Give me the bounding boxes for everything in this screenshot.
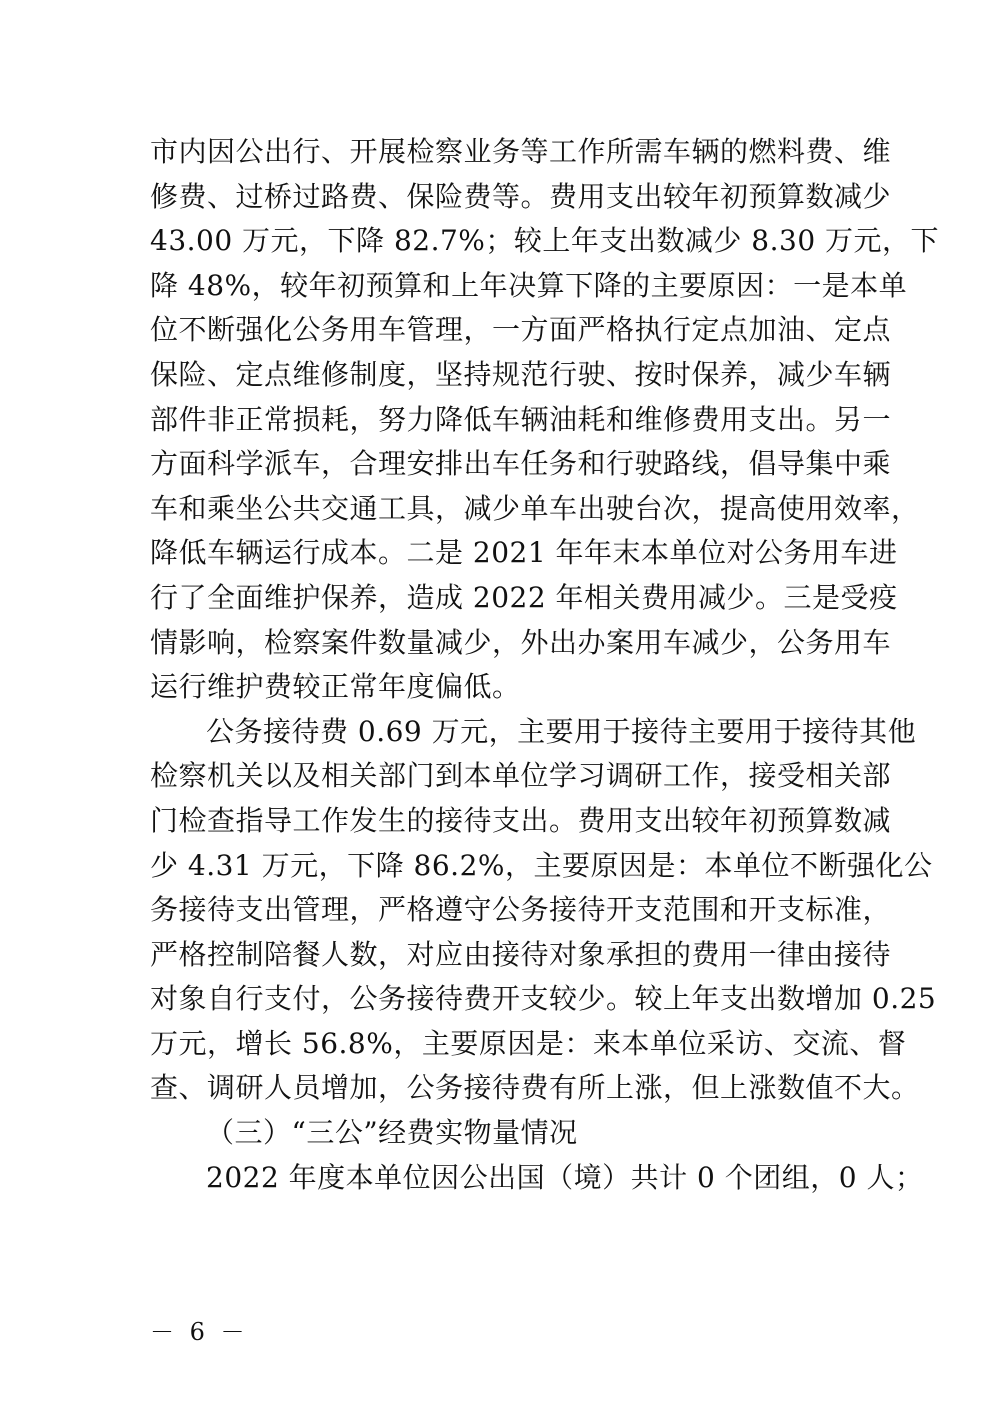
text-line: 务接待支出管理，严格遵守公务接待开支范围和开支标准，: [150, 893, 892, 927]
paragraph-vehicle-maintenance: [150, 130, 940, 710]
text-line: 检察机关以及相关部门到本单位学习调研工作，接受相关部: [150, 759, 892, 793]
text-line: 少 4.31 万元，下降 86.2%，主要原因是：本单位不断强化公: [150, 848, 933, 882]
text-line: 查、调研人员增加，公务接待费有所上涨，但上涨数值不大。: [150, 1071, 920, 1105]
text-line: 公务接待费 0.69 万元，主要用于接待主要用于接待其他: [206, 714, 917, 748]
section-heading: （三）“三公”经费实物量情况: [206, 1116, 578, 1150]
text-line: 降低车辆运行成本。二是 2021 年年末本单位对公务用车进: [150, 536, 898, 570]
text-line: 保险、定点维修制度，坚持规范行驶、按时保养，减少车辆: [150, 357, 892, 391]
body-text: [150, 130, 940, 1200]
text-line: 位不断强化公务用车管理，一方面严格执行定点加油、定点: [150, 313, 892, 347]
section-heading-three: [150, 1111, 850, 1156]
paragraph-reception-expense: [150, 710, 937, 1111]
text-line: 方面科学派车，合理安排出车任务和行驶路线，倡导集中乘: [150, 447, 892, 481]
text-line: 43.00 万元，下降 82.7%；较上年支出数减少 8.30 万元，下: [150, 224, 940, 258]
text-line: 部件非正常损耗，努力降低车辆油耗和维修费用支出。另一: [150, 402, 892, 436]
text-line: 运行维护费较正常年度偏低。: [150, 670, 521, 704]
text-line: 万元，增长 56.8%，主要原因是：来本单位采访、交流、督: [150, 1026, 907, 1060]
text-line: 2022 年度本单位因公出国（境）共计 0 个团组，0 人；: [206, 1160, 924, 1194]
paragraph-outbound-travel: [150, 1156, 924, 1201]
text-line: 降 48%，较年初预算和上年决算下降的主要原因：一是本单: [150, 268, 908, 302]
text-line: 市内因公出行、开展检察业务等工作所需车辆的燃料费、维: [150, 135, 892, 168]
text-line: 门检查指导工作发生的接待支出。费用支出较年初预算数减: [150, 803, 892, 837]
text-line: 严格控制陪餐人数，对应由接待对象承担的费用一律由接待: [150, 937, 892, 971]
text-line: 行了全面维护保养，造成 2022 年相关费用减少。三是受疫: [150, 580, 898, 614]
text-line: 修费、过桥过路费、保险费等。费用支出较年初预算数减少: [150, 179, 892, 213]
text-line: 车和乘坐公共交通工具，减少单车出驶台次，提高使用效率，: [150, 491, 920, 525]
text-line: 对象自行支付，公务接待费开支较少。较上年支出数增加 0.25: [150, 982, 937, 1016]
page-number: － 6 －: [150, 1318, 249, 1346]
text-line: 情影响，检察案件数量减少，外出办案用车减少，公务用车: [150, 625, 892, 659]
